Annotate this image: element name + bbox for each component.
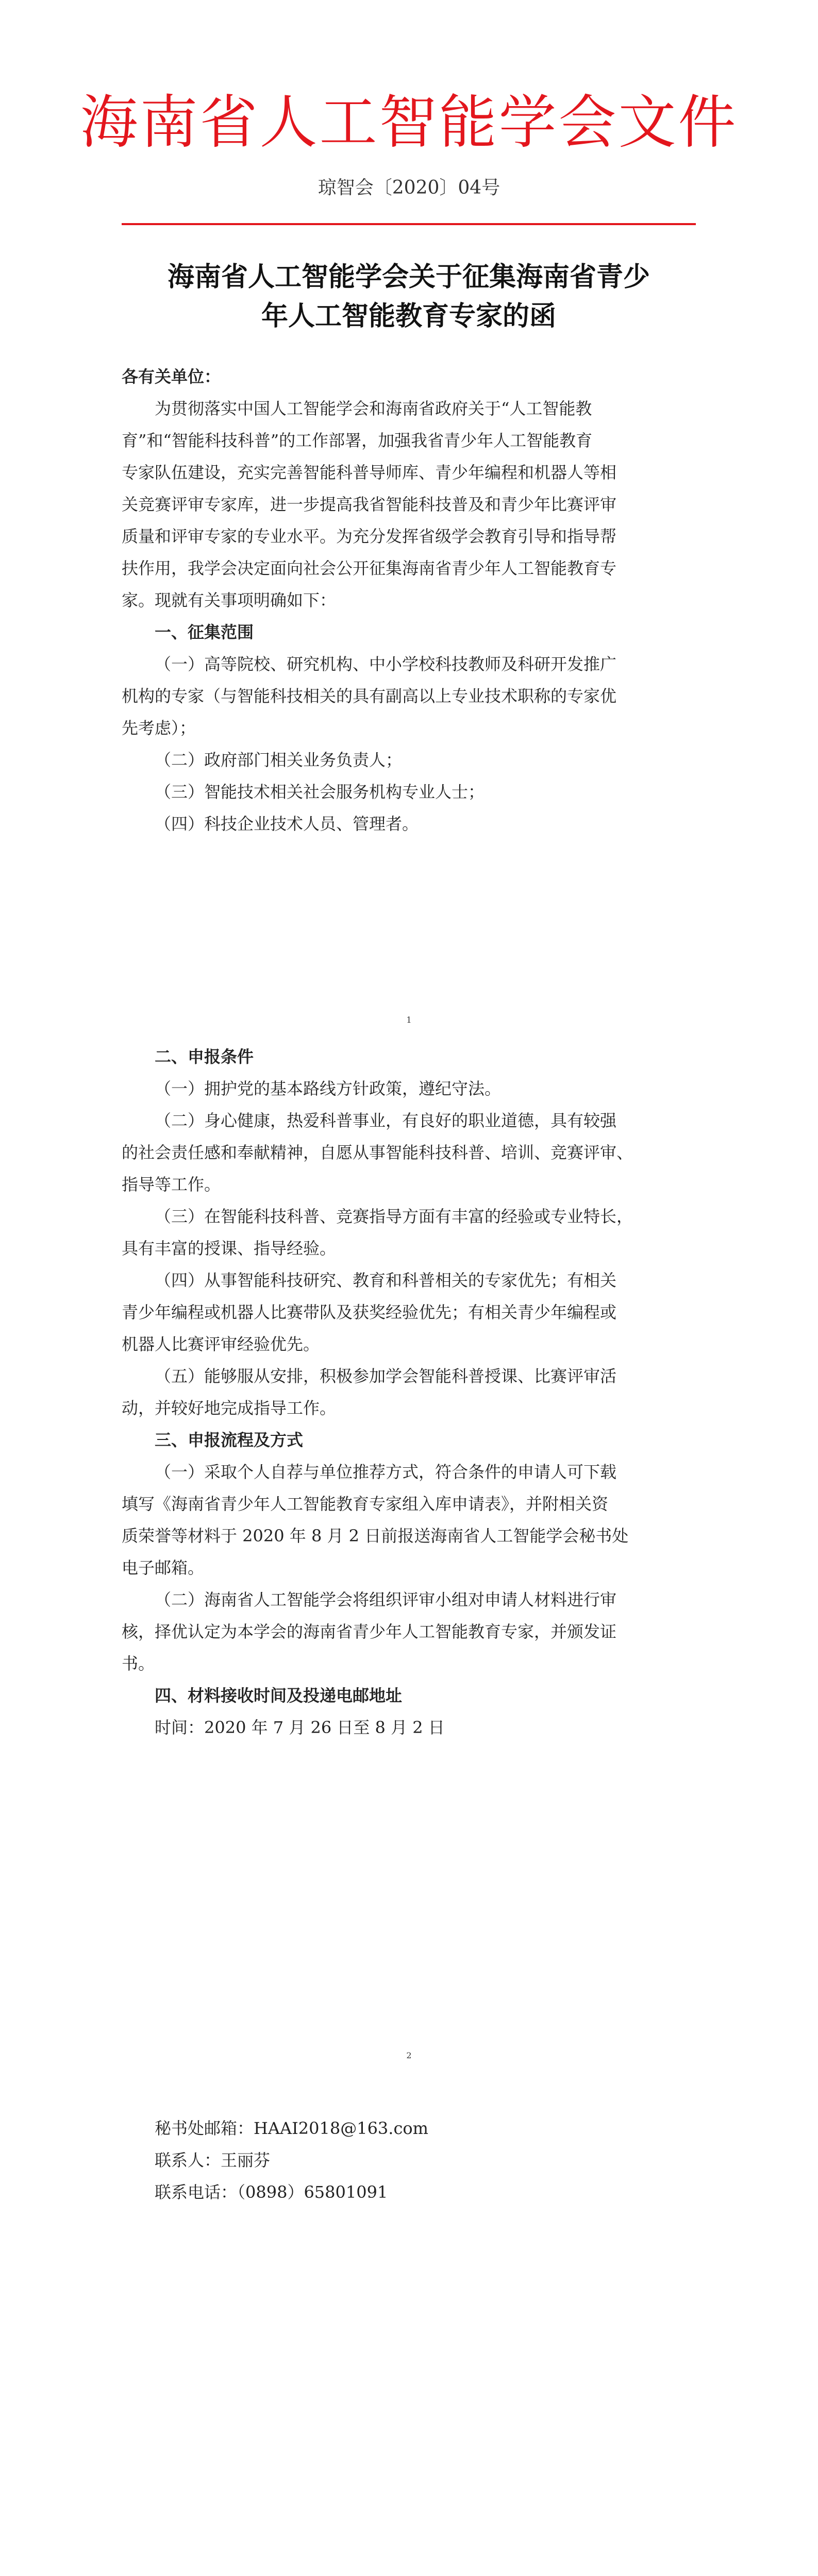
subject-line: 海南省人工智能学会关于征集海南省青少	[167, 262, 650, 293]
document-subject	[122, 258, 696, 336]
section-item-line: （一）采取个人自荐与单位推荐方式，符合条件的申请人可下载	[155, 1462, 617, 1482]
section-item-line: （二）身心健康，热爱科普事业，有良好的职业道德，具有较强	[155, 1111, 617, 1130]
section-item-line: 具有丰富的授课、指导经验。	[122, 1239, 337, 1258]
intro-line: 关竞赛评审专家库，进一步提高我省智能科技普及和青少年比赛评审	[122, 495, 617, 514]
letter-body-page1	[122, 361, 696, 840]
intro-line: 家。现就有关事项明确如下：	[122, 590, 337, 610]
page-number: 2	[406, 2050, 412, 2060]
secretariat-email[interactable]: 秘书处邮箱：HAAI2018@163.com	[155, 2119, 428, 2138]
intro-line: 扶作用，我学会决定面向社会公开征集海南省青少年人工智能教育专	[122, 558, 617, 578]
letter-body-page2	[122, 1041, 696, 1743]
salutation: 各有关单位：	[122, 367, 221, 386]
section-item-line: 填写《海南省青少年人工智能教育专家组入库申请表》，并附相关资	[122, 1494, 609, 1514]
section-item-line: 指导等工作。	[122, 1175, 221, 1194]
section-heading: 三、申报流程及方式	[155, 1430, 304, 1450]
section-item-line: 先考虑）；	[122, 718, 196, 738]
letter-body-page3	[122, 2112, 696, 2208]
section-item-line: （二）海南省人工智能学会将组织评审小组对申请人材料进行审	[155, 1590, 617, 1609]
document-number: 琼智会〔2020〕04号	[318, 177, 500, 198]
intro-line: 质量和评审专家的专业水平。为充分发挥省级学会教育引导和指导帮	[122, 527, 617, 546]
receive-time: 时间：2020 年 7 月 26 日至 8 月 2 日	[155, 1718, 445, 1737]
section-item-line: （五）能够服从安排，积极参加学会智能科普授课、比赛评审活	[155, 1366, 617, 1386]
intro-line: 育”和“智能科技科普”的工作部署，加强我省青少年人工智能教育	[122, 431, 593, 450]
page-3	[0, 2081, 818, 2576]
section-item-line: 动，并较好地完成指导工作。	[122, 1398, 337, 1418]
section-item-line: （一）拥护党的基本路线方针政策，遵纪守法。	[155, 1079, 502, 1098]
contact-phone: 联系电话：（0898）65801091	[155, 2182, 388, 2202]
section-item-line: （四）从事智能科技研究、教育和科普相关的专家优先；有相关	[155, 1270, 617, 1290]
subject-line: 年人工智能教育专家的函	[261, 301, 556, 332]
section-item-line: （二）政府部门相关业务负责人；	[155, 750, 403, 770]
section-item-line: 的社会责任感和奉献精神，自愿从事智能科技科普、培训、竞赛评审、	[122, 1143, 633, 1162]
section-item-line: （三）智能技术相关社会服务机构专业人士；	[155, 782, 485, 802]
section-item-line: （一）高等院校、研究机构、中小学校科技教师及科研开发推广	[155, 654, 617, 674]
page-number: 1	[406, 1015, 412, 1025]
page-2	[0, 1041, 818, 2081]
section-item-line: （三）在智能科技科普、竞赛指导方面有丰富的经验或专业特长，	[155, 1207, 633, 1226]
document-header-title: 海南省人工智能学会文件	[80, 89, 738, 156]
section-item-line: 核，择优认定为本学会的海南省青少年人工智能教育专家，并颁发证	[122, 1622, 617, 1641]
section-item-line: 青少年编程或机器人比赛带队及获奖经验优先；有相关青少年编程或	[122, 1302, 617, 1322]
section-heading: 一、征集范围	[155, 622, 254, 642]
section-item-line: 电子邮箱。	[122, 1558, 205, 1578]
section-heading: 二、申报条件	[155, 1047, 254, 1066]
section-item-line: 机构的专家（与智能科技相关的具有副高以上专业技术职称的专家优	[122, 686, 617, 706]
section-heading: 四、材料接收时间及投递电邮地址	[155, 1686, 403, 1705]
section-item-line: 质荣誉等材料于 2020 年 8 月 2 日前报送海南省人工智能学会秘书处	[122, 1526, 629, 1546]
red-divider-line	[122, 223, 696, 225]
page-1	[0, 0, 818, 1041]
section-item-line: （四）科技企业技术人员、管理者。	[155, 814, 419, 834]
intro-line: 为贯彻落实中国人工智能学会和海南省政府关于“人工智能教	[155, 399, 592, 418]
section-item-line: 机器人比赛评审经验优先。	[122, 1334, 320, 1354]
contact-person: 联系人：王丽芬	[155, 2150, 271, 2170]
intro-line: 专家队伍建设，充实完善智能科普导师库、青少年编程和机器人等相	[122, 463, 617, 482]
section-item-line: 书。	[122, 1654, 155, 1673]
